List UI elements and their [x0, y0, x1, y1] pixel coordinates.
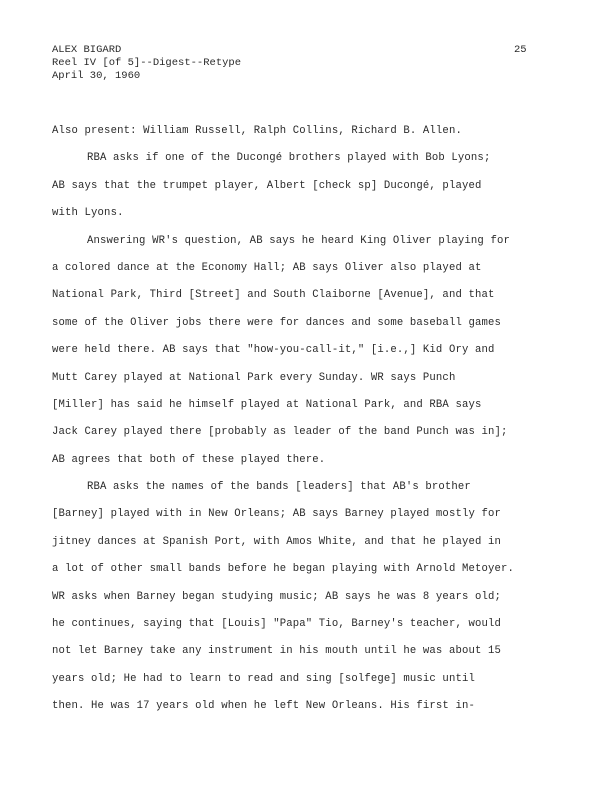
text-line: AB agrees that both of these played there. [52, 453, 326, 466]
text-line: not let Barney take any instrument in his mouth until he was about 15 [52, 645, 502, 658]
text-line: a colored dance at the Economy Hall; AB says Oliver also played at [52, 261, 482, 274]
text-line: with Lyons. [52, 207, 124, 220]
text-line: [Barney] played with in New Orleans; AB says Barney played mostly for [52, 508, 502, 521]
reel-label: Reel IV [of 5]--Digest--Retype [52, 57, 242, 69]
text-line: were held there. AB says that "how-you-call-it," [i.e.,] Kid Ory and [52, 344, 495, 357]
text-line: Also present: William Russell, Ralph Collins, Richard B. Allen. [52, 125, 462, 137]
text-line: [Miller] has said he himself played at National Park, and RBA says [52, 398, 482, 411]
text-line: WR asks when Barney began studying music; AB says he was 8 years old; [52, 590, 502, 603]
text-line: Mutt Carey played at National Park every Sunday. WR says Punch [52, 371, 456, 384]
text-line: he continues, saying that [Louis] "Papa" Tio, Barney's teacher, would [52, 618, 502, 631]
page-number: 25 [514, 44, 527, 56]
text-line: Answering WR's question, AB says he heard King Oliver playing for [87, 234, 510, 247]
text-line: a lot of other small bands before he began playing with Arnold Metoyer. [52, 563, 515, 576]
text-line: then. He was 17 years old when he left New Orleans. His first in- [52, 700, 475, 713]
text-line: AB says that the trumpet player, Albert [check sp] Ducongé, played [52, 179, 482, 192]
text-line: jitney dances at Spanish Port, with Amos White, and that he played in [52, 535, 502, 548]
text-line: years old; He had to learn to read and sing [solfege] music until [52, 672, 475, 685]
text-line: RBA asks the names of the bands [leaders] that AB's brother [87, 481, 471, 494]
interviewee-name: ALEX BIGARD [52, 44, 122, 56]
text-line: some of the Oliver jobs there were for dances and some baseball games [52, 316, 502, 329]
text-line: Jack Carey played there [probably as leader of the band Punch was in]; [52, 426, 508, 439]
interview-date: April 30, 1960 [52, 70, 141, 82]
body-text [52, 124, 572, 727]
text-line: RBA asks if one of the Ducongé brothers played with Bob Lyons; [87, 152, 491, 165]
document-header [52, 44, 241, 83]
text-line: National Park, Third [Street] and South Claiborne [Avenue], and that [52, 289, 495, 302]
